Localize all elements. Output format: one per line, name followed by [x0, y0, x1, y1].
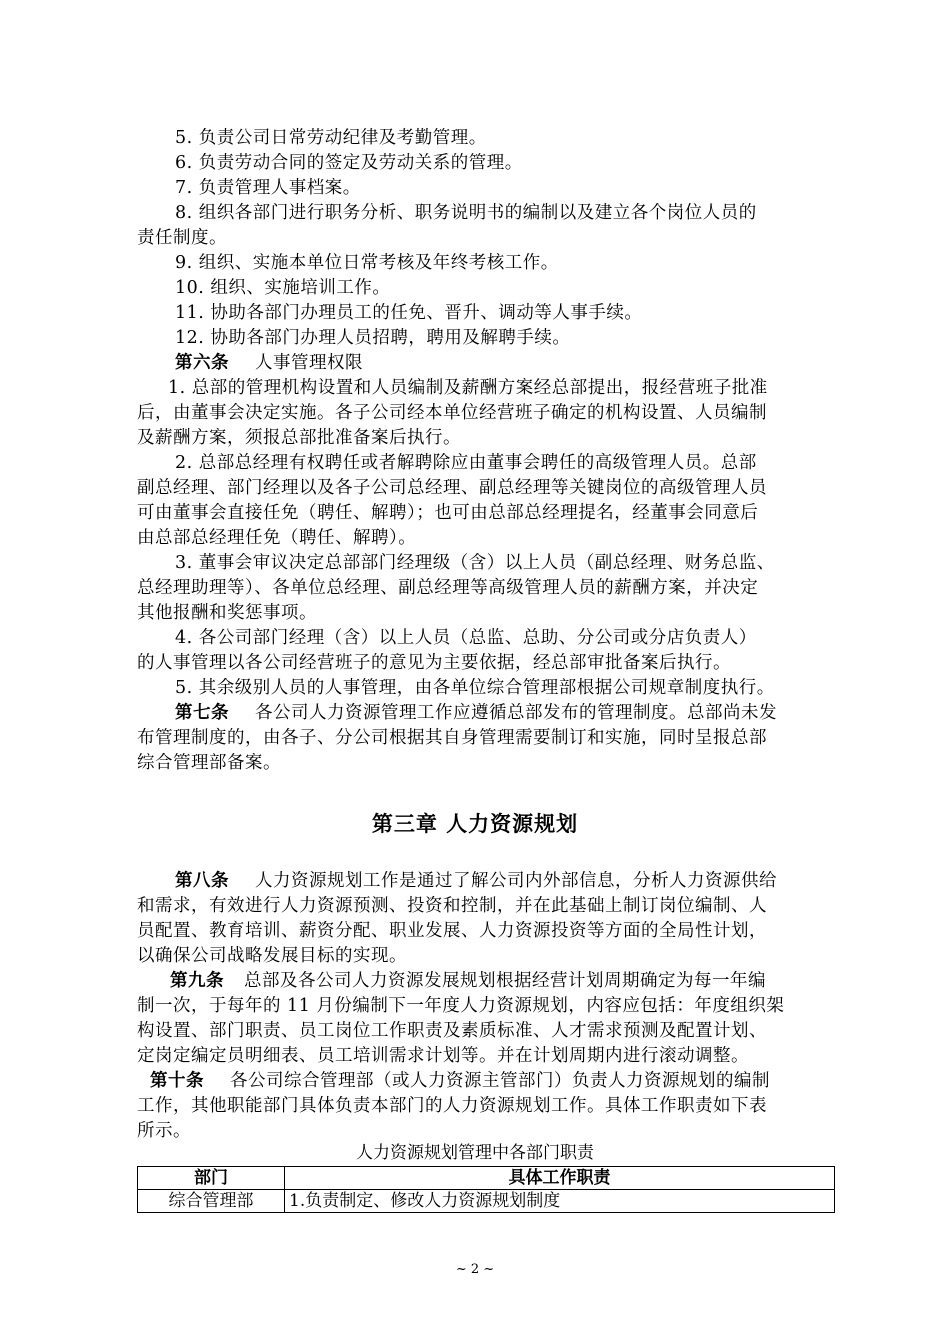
text-line: 和需求，有效进行人力资源预测、投资和控制，并在此基础上制订岗位编制、人 — [137, 896, 767, 916]
text-line: 6. 负责劳动合同的签定及劳动关系的管理。 — [175, 153, 523, 173]
article-number: 第七条 — [175, 703, 229, 723]
table-header-row — [138, 1167, 835, 1190]
text-line: 1. 总部的管理机构设置和人员编制及薪酬方案经总部提出，报经营班子批准 — [168, 378, 768, 398]
article-paragraph: 第九条 总部及各公司人力资源发展规划根据经营计划周期确定为每一年编 — [170, 971, 766, 991]
text-line: 可由董事会直接任免（聘任、解聘）；也可由总部总经理提名，经董事会同意后 — [137, 503, 759, 523]
article-number: 第十条 — [150, 1071, 204, 1091]
article-number: 第八条 — [175, 871, 229, 891]
text-line: 布管理制度的，由各子、分公司根据其自身管理需要制订和实施，同时呈报总部 — [137, 728, 767, 748]
text-line: 工作，其他职能部门具体负责本部门的人力资源规划工作。具体工作职责如下表 — [137, 1096, 767, 1116]
column-header-department: 部门 — [138, 1167, 285, 1190]
text-line: 副总经理、部门经理以及各子公司总经理、副总经理等关键岗位的高级管理人员 — [137, 478, 767, 498]
text-line: 以确保公司战略发展目标的实现。 — [137, 946, 407, 966]
text-line: 8. 组织各部门进行职务分析、职务说明书的编制以及建立各个岗位人员的 — [175, 203, 757, 223]
text-line: 2. 总部总经理有权聘任或者解聘除应由董事会聘任的高级管理人员。总部 — [175, 453, 757, 473]
text-line: 员配置、教育培训、薪资分配、职业发展、人力资源投资等方面的全局性计划， — [137, 921, 767, 941]
column-header-duties: 具体工作职责 — [285, 1167, 835, 1190]
page-number: ~ 2 ~ — [455, 1262, 495, 1277]
article-number: 第九条 — [170, 971, 224, 991]
text-line: 构设置、部门职责、员工岗位工作职责及素质标准、人才需求预测及配置计划、 — [137, 1021, 767, 1041]
article-heading — [175, 351, 363, 375]
text-line: 11. 协助各部门办理员工的任免、晋升、调动等人事手续。 — [175, 303, 643, 323]
text-line: 5. 其余级别人员的人事管理，由各单位综合管理部根据公司规章制度执行。 — [175, 678, 775, 698]
article-title: 人事管理权限 — [255, 353, 363, 373]
text-line: 4. 各公司部门经理（含）以上人员（总监、总助、分公司或分店负责人） — [175, 628, 757, 648]
text-line: 总经理助理等）、各单位总经理、副总经理等高级管理人员的薪酬方案，并决定 — [137, 578, 759, 598]
text-line: 的人事管理以各公司经营班子的意见为主要依据，经总部审批备案后执行。 — [137, 653, 731, 673]
text-line: 综合管理部备案。 — [137, 753, 281, 773]
article-number: 第六条 — [175, 353, 229, 373]
table-row — [138, 1190, 835, 1213]
text-line: 责任制度。 — [137, 228, 227, 248]
cell-duties: 1.负责制定、修改人力资源规划制度 — [285, 1190, 835, 1213]
text-line: 制一次，于每年的 11 月份编制下一年度人力资源规划，内容应包括：年度组织架 — [137, 996, 785, 1016]
text-line: 其他报酬和奖惩事项。 — [137, 603, 317, 623]
table-caption: 人力资源规划管理中各部门职责 — [356, 1143, 594, 1163]
article-paragraph: 第八条 人力资源规划工作是通过了解公司内外部信息，分析人力资源供给 — [175, 871, 777, 891]
responsibility-table — [137, 1166, 835, 1213]
chapter-title: 第三章 人力资源规划 — [371, 812, 579, 836]
text-line: 7. 负责管理人事档案。 — [175, 178, 361, 198]
article-paragraph: 第七条 各公司人力资源管理工作应遵循总部发布的管理制度。总部尚未发 — [175, 703, 777, 723]
text-line: 9. 组织、实施本单位日常考核及年终考核工作。 — [175, 253, 559, 273]
text-line: 后，由董事会决定实施。各子公司经本单位经营班子确定的机构设置、人员编制 — [137, 403, 767, 423]
cell-department: 综合管理部 — [138, 1190, 285, 1213]
article-paragraph: 第十条 各公司综合管理部（或人力资源主管部门）负责人力资源规划的编制 — [150, 1071, 770, 1091]
text-line: 5. 负责公司日常劳动纪律及考勤管理。 — [175, 128, 487, 148]
text-line: 10. 组织、实施培训工作。 — [175, 278, 391, 298]
text-line: 3. 董事会审议决定总部部门经理级（含）以上人员（副总经理、财务总监、 — [175, 553, 775, 573]
text-line: 定岗定编定员明细表、员工培训需求计划等。并在计划周期内进行滚动调整。 — [137, 1046, 749, 1066]
text-line: 及薪酬方案，须报总部批准备案后执行。 — [137, 428, 461, 448]
text-line: 所示。 — [137, 1121, 191, 1141]
text-line: 12. 协助各部门办理人员招聘，聘用及解聘手续。 — [175, 328, 571, 348]
text-line: 由总部总经理任免（聘任、解聘）。 — [137, 528, 417, 548]
